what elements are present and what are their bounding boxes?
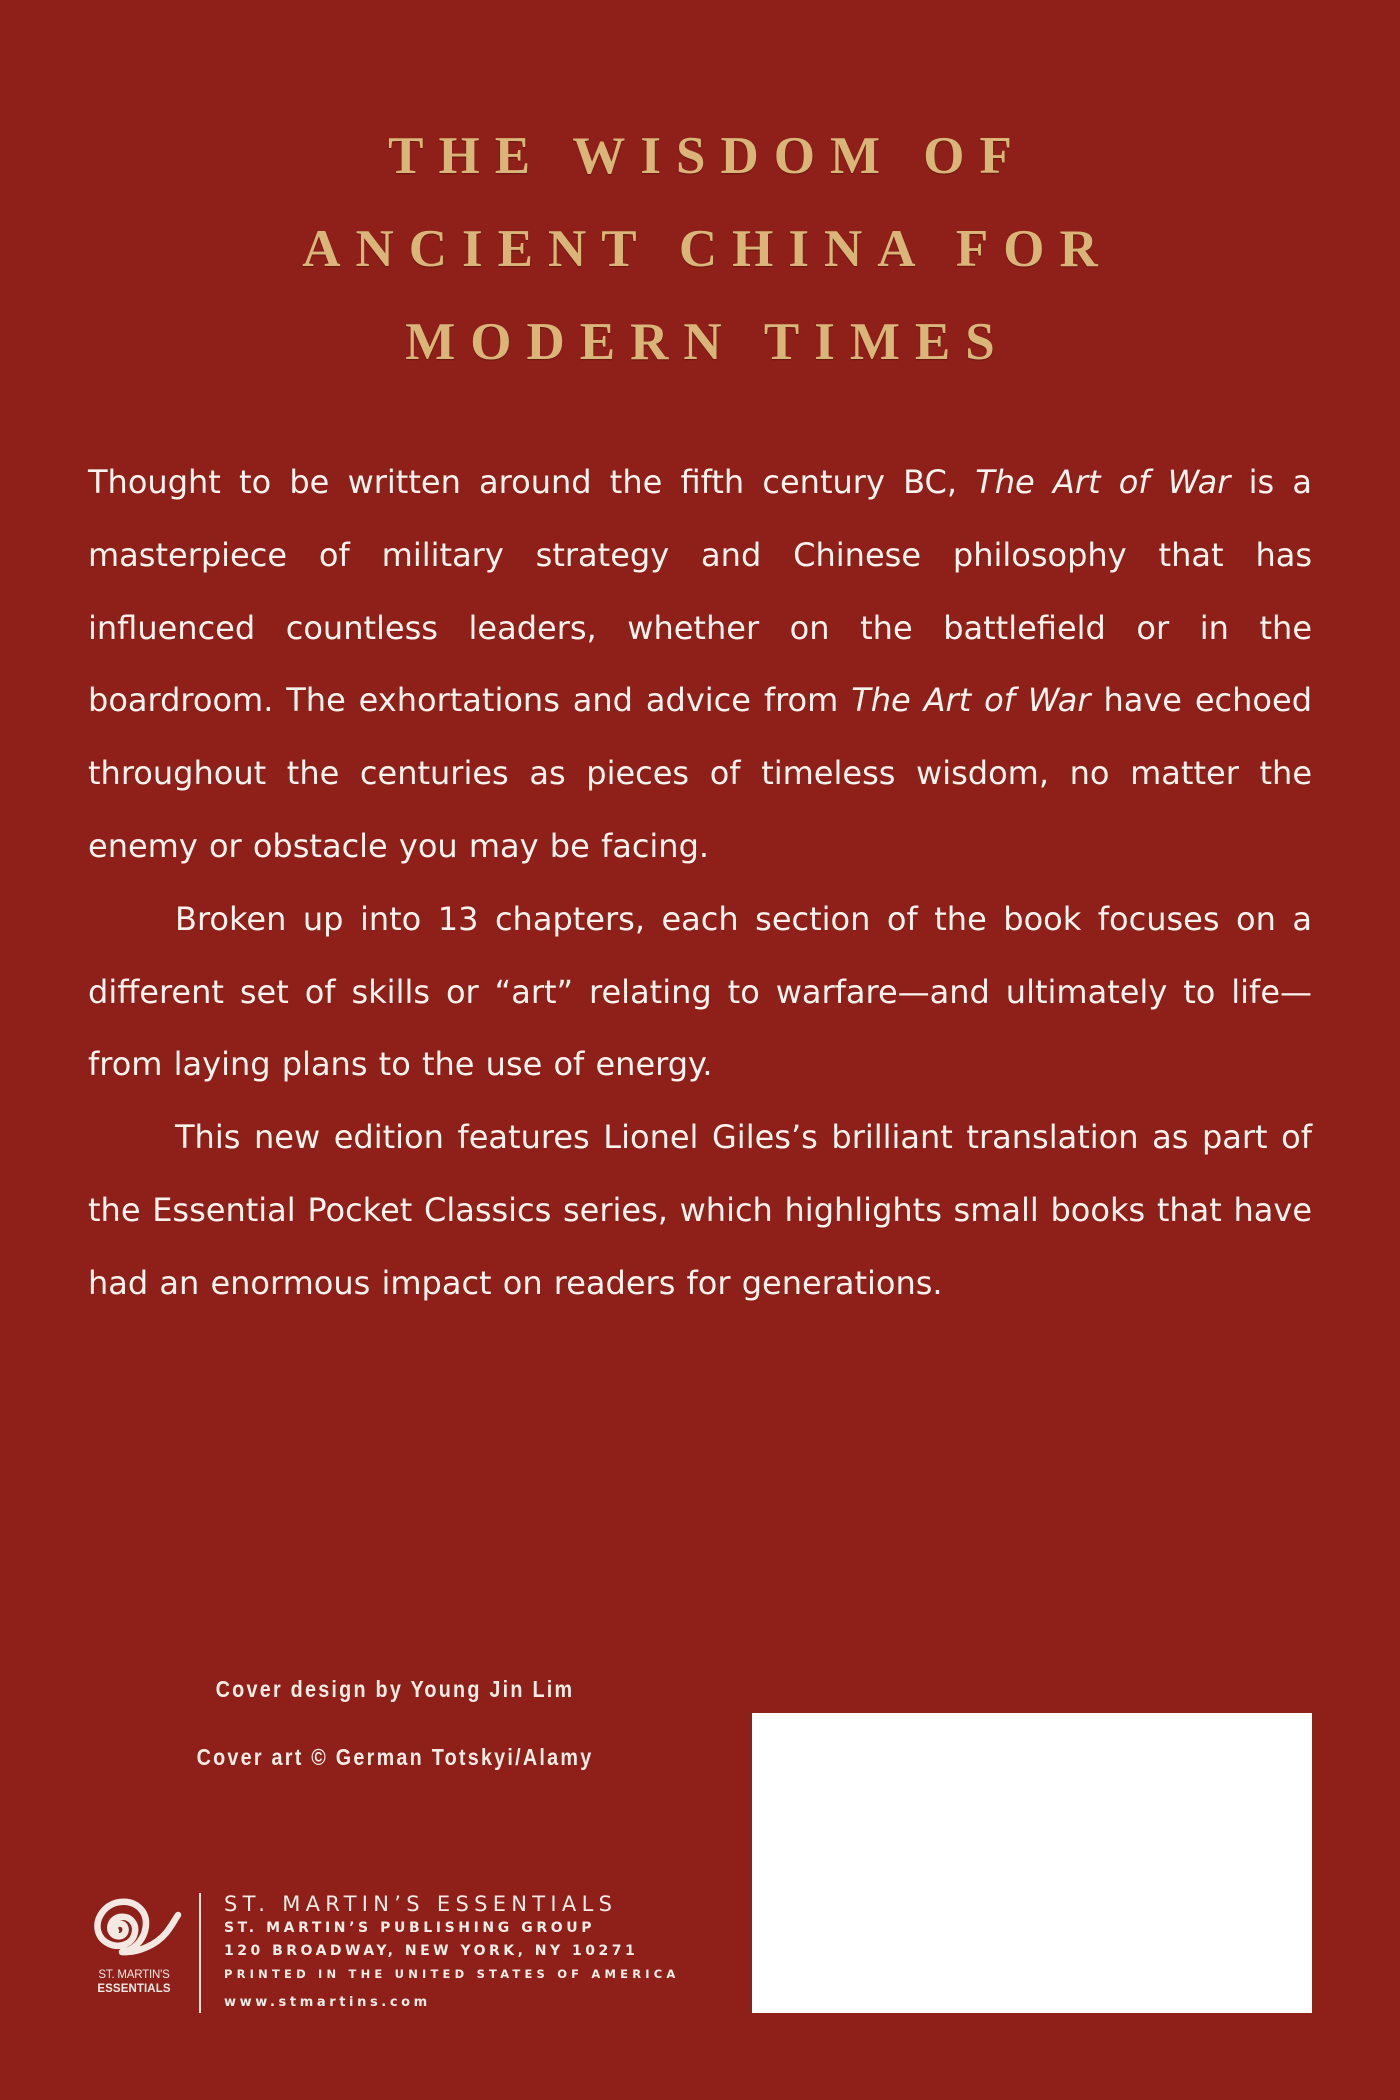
imprint-name: ST. MARTIN’S ESSENTIALS [224,1892,618,1916]
tagline-line-2: ANCIENT CHINA FOR [302,220,1113,278]
book-description [88,446,1312,1320]
tagline-heading [0,110,1400,389]
paragraph-text: is a masterpiece of military strategy and Chinese philosophy that has influenced countless leaders, whether on the battlefield or in the boardroom. The exhortations and advice from [88,463,1313,720]
printed-in-notice: PRINTED IN THE UNITED STATES OF AMERICA [224,1967,680,1981]
publisher-website: www.stmartins.com [224,1995,431,2010]
barcode-area [752,1713,1312,2013]
cover-design-credit: Cover design by Young Jin Lim [215,1676,575,1702]
description-paragraph-1 [88,446,1312,883]
tagline-line-1: THE WISDOM OF [388,127,1027,185]
description-paragraph-3: This new edition features Lionel Giles’s brilliant translation as part of the Essential Pocket Classics series, which highlights small books that have had an enormous impact on readers for generations. [88,1118,1312,1302]
description-paragraph-2: Broken up into 13 chapters, each section of the book focuses on a different set of skills or “art” relating to warfare—and ultimately to life—from laying plans to the use of energy. [88,899,1312,1084]
tagline-line-3: MODERN TIMES [405,313,1010,371]
publisher-address: 120 BROADWAY, NEW YORK, NY 10271 [224,1943,639,1959]
paragraph-text: Thought to be written around the fifth century BC, [88,463,976,501]
publisher-logo [84,1893,184,2008]
logo-text-line-1: ST. MARTIN'S [98,1969,170,1981]
book-title-italic: The Art of War [975,463,1231,501]
spiral-icon [84,1893,184,1959]
book-title-italic: The Art of War [851,681,1091,720]
cover-art-credit: Cover art © German Totskyi/Alamy [196,1744,594,1770]
paragraph-text: have echoed throughout the centuries as pieces of timeless wisdom, no matter the enemy or obstacle you may be facing. [88,681,1313,865]
publisher-info [224,1892,680,2013]
logo-divider [199,1893,201,2013]
publishing-group: ST. MARTIN’S PUBLISHING GROUP [224,1920,596,1936]
logo-text-line-2: ESSENTIALS [97,1983,171,1995]
